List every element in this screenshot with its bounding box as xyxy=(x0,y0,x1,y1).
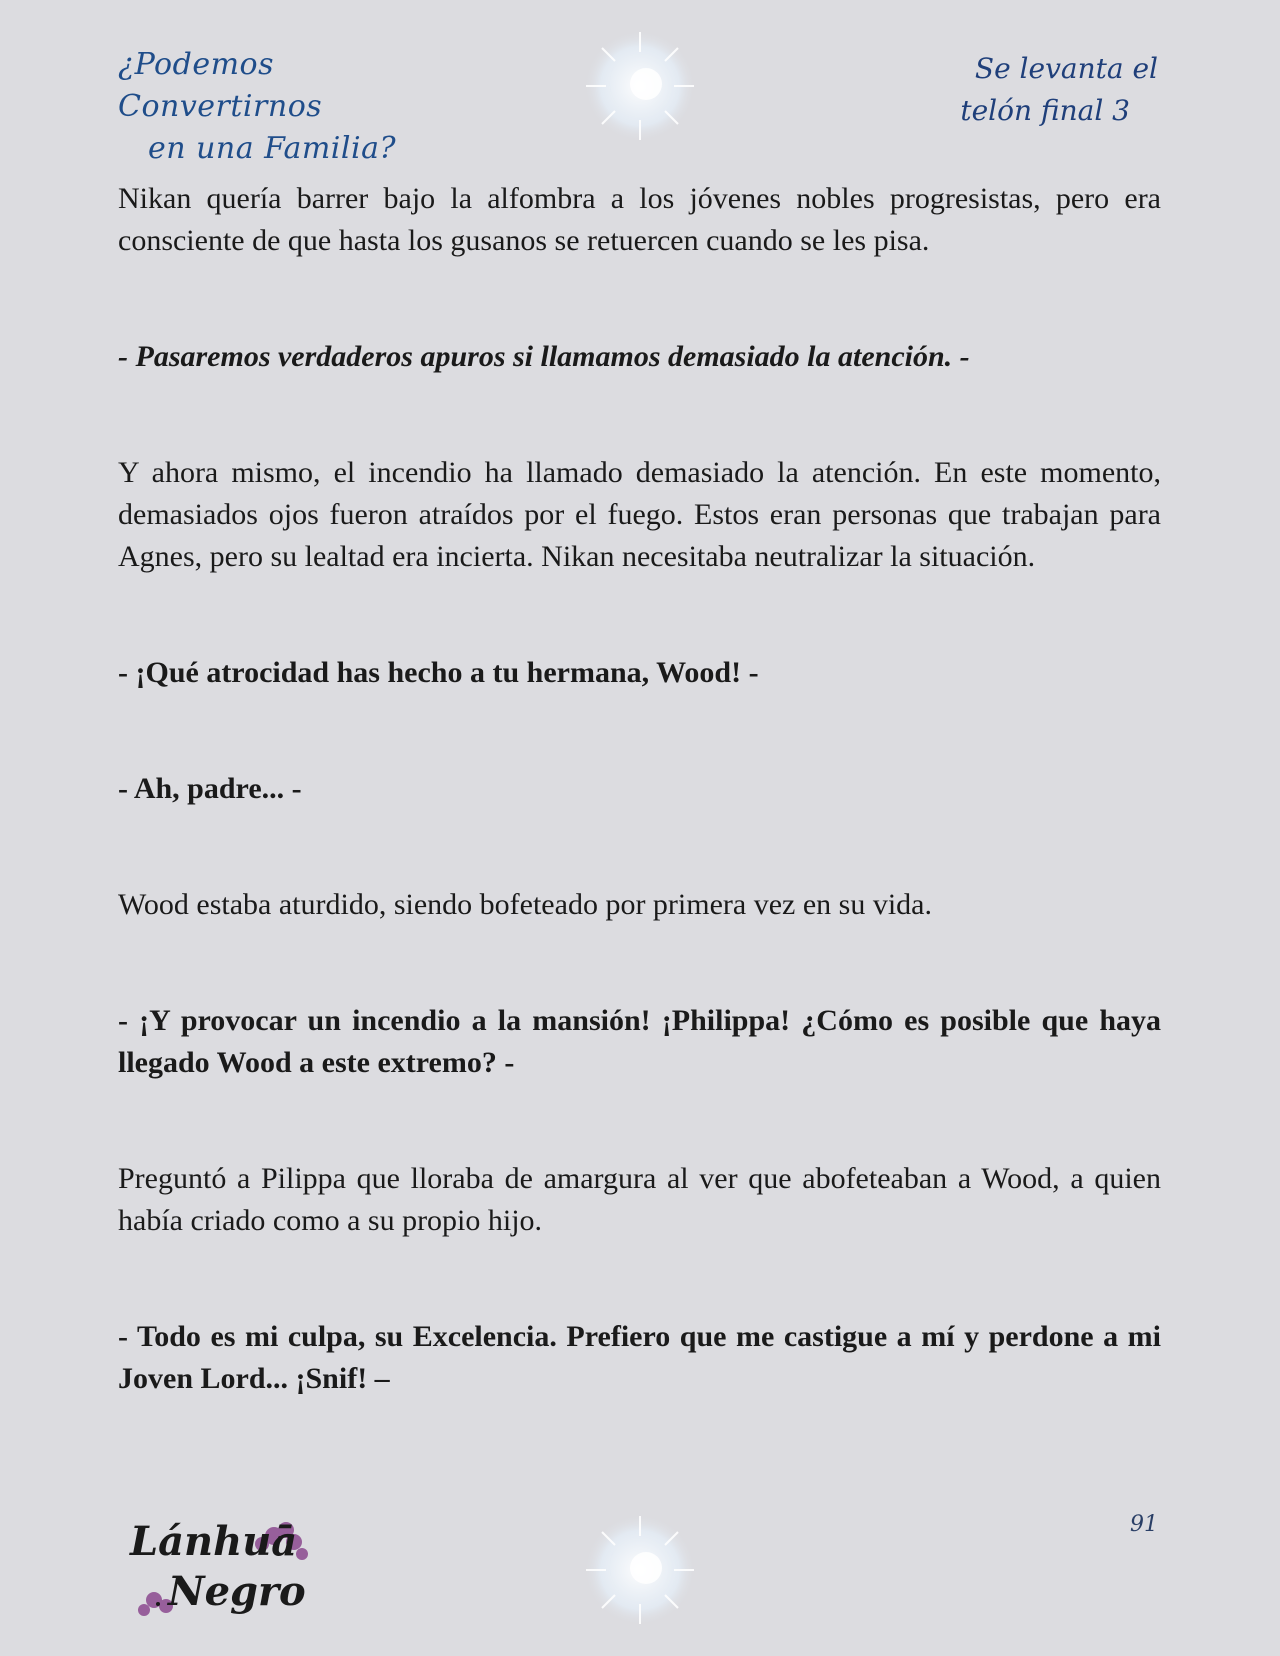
book-title-line1: ¿Podemos Convertirnos xyxy=(118,47,323,124)
book-title xyxy=(118,44,428,170)
book-title-line2: en una Familia? xyxy=(148,131,397,166)
paragraph-3: Y ahora mismo, el incendio ha llamado demasiado la atención. En este momento, demasiados ojos fueron atraídos por el fuego. Estos eran personas que trabajan para Agnes, pero su lealtad era incierta. Nikan necesitaba neutralizar la situación. xyxy=(118,456,1161,573)
publisher-logo xyxy=(124,1514,324,1624)
chapter-title xyxy=(958,48,1158,132)
paragraph-5: - Ah, padre... - xyxy=(118,772,302,805)
moon-sun-emblem-icon xyxy=(582,28,698,144)
chapter-title-line1: Se levanta el xyxy=(974,52,1158,85)
chapter-title-line2: telón final 3 xyxy=(960,94,1130,127)
page-body xyxy=(118,178,1161,1400)
paragraph-9: - Todo es mi culpa, su Excelencia. Prefiero que me castigue a mí y perdone a mi Joven Lord... ¡Snif! – xyxy=(118,1320,1161,1395)
paragraph-2: - Pasaremos verdaderos apuros si llamamos demasiado la atención. - xyxy=(118,340,970,373)
paragraph-1: Nikan quería barrer bajo la alfombra a los jóvenes nobles progresistas, pero era consciente de que hasta los gusanos se retuercen cuando se les pisa. xyxy=(118,182,1161,257)
paragraph-8: Preguntó a Pilippa que lloraba de amargura al ver que abofeteaban a Wood, a quien había criado como a su propio hijo. xyxy=(118,1162,1161,1237)
moon-sun-emblem-footer-icon xyxy=(582,1512,698,1628)
paragraph-4: - ¡Qué atrocidad has hecho a tu hermana, Wood! - xyxy=(118,656,759,689)
paragraph-6: Wood estaba aturdido, siendo bofeteado por primera vez en su vida. xyxy=(118,888,932,921)
logo-text-line1: Lánhuā xyxy=(130,1518,298,1565)
logo-text-line2: Negro xyxy=(168,1568,306,1615)
paragraph-7: - ¡Y provocar un incendio a la mansión! ¡Philippa! ¿Cómo es posible que haya llegado Wood a este extremo? - xyxy=(118,1004,1161,1079)
page-number: 91 xyxy=(1130,1512,1158,1537)
